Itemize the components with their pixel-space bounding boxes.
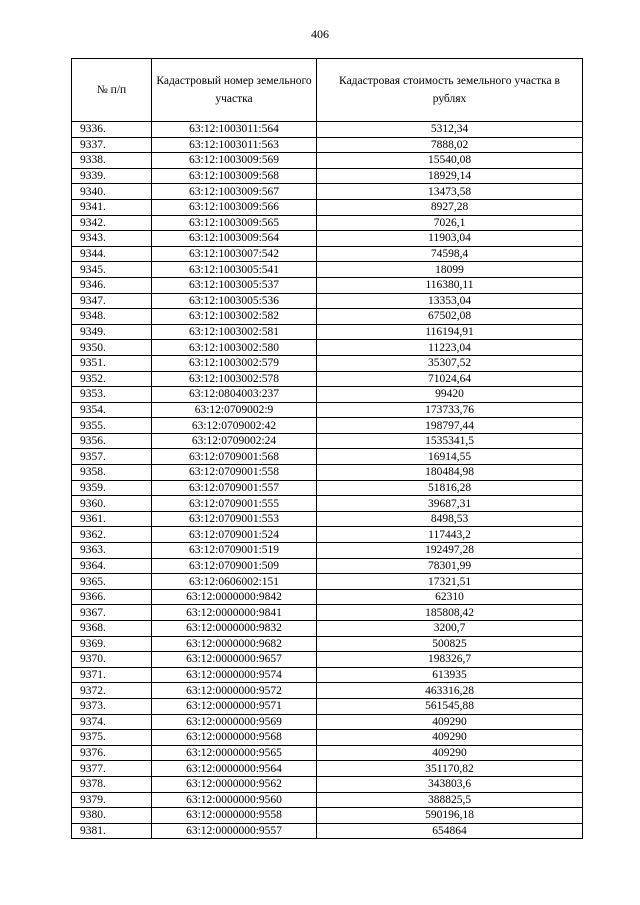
row-number-cell: 9372.: [72, 683, 152, 699]
cadastral-number-cell: 63:12:0709001:557: [152, 480, 317, 496]
cadastral-value-cell: 5312,34: [317, 122, 583, 138]
cadastral-number-cell: 63:12:1003009:564: [152, 231, 317, 247]
header-row: [72, 59, 583, 122]
cadastral-value-cell: 198797,44: [317, 418, 583, 434]
cadastral-number-cell: 63:12:0709001:558: [152, 465, 317, 481]
table-row: [72, 402, 583, 418]
cadastral-value-cell: 62310: [317, 589, 583, 605]
cadastral-value-cell: 11903,04: [317, 231, 583, 247]
cadastral-value-cell: 78301,99: [317, 558, 583, 574]
table-row: [72, 199, 583, 215]
row-number-cell: 9338.: [72, 153, 152, 169]
cadastral-value-cell: 173733,76: [317, 402, 583, 418]
cadastral-value-table: [71, 58, 583, 839]
row-number-cell: 9349.: [72, 324, 152, 340]
cadastral-value-cell: 18099: [317, 262, 583, 278]
row-number-cell: 9377.: [72, 761, 152, 777]
table-row: [72, 667, 583, 683]
cadastral-value-cell: 8927,28: [317, 199, 583, 215]
cadastral-value-cell: 7888,02: [317, 137, 583, 153]
table-row: [72, 543, 583, 559]
table-row: [72, 652, 583, 668]
table-row: [72, 122, 583, 138]
table-row: [72, 745, 583, 761]
cadastral-value-cell: 15540,08: [317, 153, 583, 169]
table-row: [72, 589, 583, 605]
cadastral-number-cell: 63:12:1003011:564: [152, 122, 317, 138]
cadastral-number-cell: 63:12:1003007:542: [152, 246, 317, 262]
cadastral-number-cell: 63:12:1003002:578: [152, 371, 317, 387]
table-row: [72, 714, 583, 730]
row-number-cell: 9380.: [72, 808, 152, 824]
cadastral-number-cell: 63:12:1003009:567: [152, 184, 317, 200]
cadastral-number-cell: 63:12:0709002:24: [152, 433, 317, 449]
table-row: [72, 621, 583, 637]
cadastral-value-cell: 13473,58: [317, 184, 583, 200]
table-row: [72, 511, 583, 527]
cadastral-number-cell: 63:12:0709001:524: [152, 527, 317, 543]
cadastral-number-cell: 63:12:1003009:569: [152, 153, 317, 169]
row-number-cell: 9369.: [72, 636, 152, 652]
cadastral-value-cell: 16914,55: [317, 449, 583, 465]
row-number-cell: 9365.: [72, 574, 152, 590]
cadastral-number-cell: 63:12:0709001:553: [152, 511, 317, 527]
cadastral-number-cell: 63:12:0606002:151: [152, 574, 317, 590]
cadastral-value-cell: 17321,51: [317, 574, 583, 590]
cadastral-number-cell: 63:12:1003009:568: [152, 168, 317, 184]
cadastral-value-cell: 500825: [317, 636, 583, 652]
cadastral-value-cell: 180484,98: [317, 465, 583, 481]
table-row: [72, 168, 583, 184]
row-number-cell: 9367.: [72, 605, 152, 621]
cadastral-value-cell: 561545,88: [317, 698, 583, 714]
row-number-cell: 9358.: [72, 465, 152, 481]
cadastral-value-cell: 67502,08: [317, 309, 583, 325]
cadastral-value-cell: 351170,82: [317, 761, 583, 777]
cadastral-value-cell: 35307,52: [317, 355, 583, 371]
cadastral-value-cell: 590196,18: [317, 808, 583, 824]
table-row: [72, 340, 583, 356]
cadastral-number-cell: 63:12:0709001:555: [152, 496, 317, 512]
cadastral-number-cell: 63:12:0804003:237: [152, 387, 317, 403]
cadastral-number-cell: 63:12:0000000:9564: [152, 761, 317, 777]
table-row: [72, 371, 583, 387]
row-number-cell: 9381.: [72, 823, 152, 839]
cadastral-value-cell: 409290: [317, 745, 583, 761]
row-number-cell: 9379.: [72, 792, 152, 808]
cadastral-value-cell: 343803,6: [317, 776, 583, 792]
row-number-cell: 9375.: [72, 730, 152, 746]
table-row: [72, 309, 583, 325]
row-number-cell: 9370.: [72, 652, 152, 668]
cadastral-number-cell: 63:12:1003002:582: [152, 309, 317, 325]
table-row: [72, 324, 583, 340]
row-number-cell: 9340.: [72, 184, 152, 200]
row-number-cell: 9357.: [72, 449, 152, 465]
table-row: [72, 231, 583, 247]
row-number-cell: 9348.: [72, 309, 152, 325]
cadastral-number-cell: 63:12:1003005:537: [152, 277, 317, 293]
row-number-cell: 9354.: [72, 402, 152, 418]
table-row: [72, 449, 583, 465]
row-number-cell: 9374.: [72, 714, 152, 730]
table-row: [72, 698, 583, 714]
table-row: [72, 823, 583, 839]
row-number-cell: 9351.: [72, 355, 152, 371]
table-row: [72, 730, 583, 746]
table-row: [72, 683, 583, 699]
cadastral-number-cell: 63:12:1003005:541: [152, 262, 317, 278]
table-row: [72, 418, 583, 434]
header-cadastral-number: Кадастровый номер земельного участка: [152, 59, 317, 122]
cadastral-number-cell: 63:12:0000000:9572: [152, 683, 317, 699]
row-number-cell: 9356.: [72, 433, 152, 449]
cadastral-number-cell: 63:12:0709001:509: [152, 558, 317, 574]
table-body: [72, 122, 583, 839]
cadastral-number-cell: 63:12:1003009:565: [152, 215, 317, 231]
table-row: [72, 527, 583, 543]
table-row: [72, 246, 583, 262]
table-row: [72, 636, 583, 652]
cadastral-number-cell: 63:12:0000000:9682: [152, 636, 317, 652]
cadastral-number-cell: 63:12:0000000:9571: [152, 698, 317, 714]
cadastral-value-cell: 18929,14: [317, 168, 583, 184]
cadastral-number-cell: 63:12:0000000:9565: [152, 745, 317, 761]
cadastral-value-cell: 409290: [317, 730, 583, 746]
cadastral-value-cell: 654864: [317, 823, 583, 839]
table-row: [72, 574, 583, 590]
table-row: [72, 215, 583, 231]
table-row: [72, 153, 583, 169]
row-number-cell: 9345.: [72, 262, 152, 278]
cadastral-value-cell: 198326,7: [317, 652, 583, 668]
header-row-number: № п/п: [72, 59, 152, 122]
row-number-cell: 9337.: [72, 137, 152, 153]
cadastral-number-cell: 63:12:0000000:9841: [152, 605, 317, 621]
cadastral-number-cell: 63:12:0709001:519: [152, 543, 317, 559]
table-row: [72, 776, 583, 792]
row-number-cell: 9368.: [72, 621, 152, 637]
cadastral-value-cell: 11223,04: [317, 340, 583, 356]
cadastral-value-cell: 74598,4: [317, 246, 583, 262]
row-number-cell: 9362.: [72, 527, 152, 543]
row-number-cell: 9364.: [72, 558, 152, 574]
row-number-cell: 9360.: [72, 496, 152, 512]
table-row: [72, 387, 583, 403]
cadastral-value-cell: 185808,42: [317, 605, 583, 621]
table-row: [72, 761, 583, 777]
cadastral-value-cell: 51816,28: [317, 480, 583, 496]
cadastral-number-cell: 63:12:1003002:581: [152, 324, 317, 340]
cadastral-value-cell: 3200,7: [317, 621, 583, 637]
row-number-cell: 9352.: [72, 371, 152, 387]
cadastral-number-cell: 63:12:0000000:9562: [152, 776, 317, 792]
cadastral-number-cell: 63:12:0000000:9842: [152, 589, 317, 605]
row-number-cell: 9353.: [72, 387, 152, 403]
table-row: [72, 792, 583, 808]
cadastral-number-cell: 63:12:0000000:9574: [152, 667, 317, 683]
row-number-cell: 9342.: [72, 215, 152, 231]
cadastral-number-cell: 63:12:1003011:563: [152, 137, 317, 153]
cadastral-value-cell: 13353,04: [317, 293, 583, 309]
cadastral-number-cell: 63:12:0000000:9657: [152, 652, 317, 668]
cadastral-number-cell: 63:12:0000000:9568: [152, 730, 317, 746]
table-row: [72, 465, 583, 481]
table-row: [72, 605, 583, 621]
row-number-cell: 9376.: [72, 745, 152, 761]
row-number-cell: 9361.: [72, 511, 152, 527]
row-number-cell: 9346.: [72, 277, 152, 293]
table-row: [72, 480, 583, 496]
cadastral-number-cell: 63:12:0000000:9569: [152, 714, 317, 730]
cadastral-value-cell: 117443,2: [317, 527, 583, 543]
cadastral-number-cell: 63:12:0709001:568: [152, 449, 317, 465]
cadastral-number-cell: 63:12:0000000:9832: [152, 621, 317, 637]
header-cadastral-value: Кадастровая стоимость земельного участка в рублях: [317, 59, 583, 122]
cadastral-number-cell: 63:12:0709002:42: [152, 418, 317, 434]
cadastral-value-cell: 409290: [317, 714, 583, 730]
row-number-cell: 9350.: [72, 340, 152, 356]
table-row: [72, 262, 583, 278]
row-number-cell: 9371.: [72, 667, 152, 683]
row-number-cell: 9341.: [72, 199, 152, 215]
row-number-cell: 9339.: [72, 168, 152, 184]
cadastral-value-cell: 116380,11: [317, 277, 583, 293]
cadastral-number-cell: 63:12:1003005:536: [152, 293, 317, 309]
page-number: 406: [311, 27, 329, 41]
row-number-cell: 9378.: [72, 776, 152, 792]
cadastral-value-cell: 116194,91: [317, 324, 583, 340]
row-number-cell: 9336.: [72, 122, 152, 138]
row-number-cell: 9366.: [72, 589, 152, 605]
cadastral-value-cell: 39687,31: [317, 496, 583, 512]
cadastral-number-cell: 63:12:0000000:9560: [152, 792, 317, 808]
cadastral-number-cell: 63:12:0709002:9: [152, 402, 317, 418]
table-row: [72, 496, 583, 512]
cadastral-value-cell: 7026,1: [317, 215, 583, 231]
table-row: [72, 355, 583, 371]
cadastral-value-cell: 1535341,5: [317, 433, 583, 449]
cadastral-number-cell: 63:12:1003002:579: [152, 355, 317, 371]
row-number-cell: 9347.: [72, 293, 152, 309]
cadastral-value-cell: 99420: [317, 387, 583, 403]
table-row: [72, 293, 583, 309]
cadastral-value-cell: 388825,5: [317, 792, 583, 808]
row-number-cell: 9373.: [72, 698, 152, 714]
row-number-cell: 9355.: [72, 418, 152, 434]
cadastral-value-cell: 71024,64: [317, 371, 583, 387]
row-number-cell: 9343.: [72, 231, 152, 247]
table-row: [72, 808, 583, 824]
table-row: [72, 184, 583, 200]
cadastral-number-cell: 63:12:1003009:566: [152, 199, 317, 215]
cadastral-number-cell: 63:12:0000000:9557: [152, 823, 317, 839]
cadastral-value-cell: 463316,28: [317, 683, 583, 699]
cadastral-number-cell: 63:12:1003002:580: [152, 340, 317, 356]
row-number-cell: 9344.: [72, 246, 152, 262]
table-row: [72, 277, 583, 293]
cadastral-value-cell: 613935: [317, 667, 583, 683]
table-row: [72, 558, 583, 574]
table-header: [72, 59, 583, 122]
row-number-cell: 9363.: [72, 543, 152, 559]
cadastral-number-cell: 63:12:0000000:9558: [152, 808, 317, 824]
table-row: [72, 433, 583, 449]
table-row: [72, 137, 583, 153]
cadastral-value-cell: 8498,53: [317, 511, 583, 527]
row-number-cell: 9359.: [72, 480, 152, 496]
cadastral-value-cell: 192497,28: [317, 543, 583, 559]
